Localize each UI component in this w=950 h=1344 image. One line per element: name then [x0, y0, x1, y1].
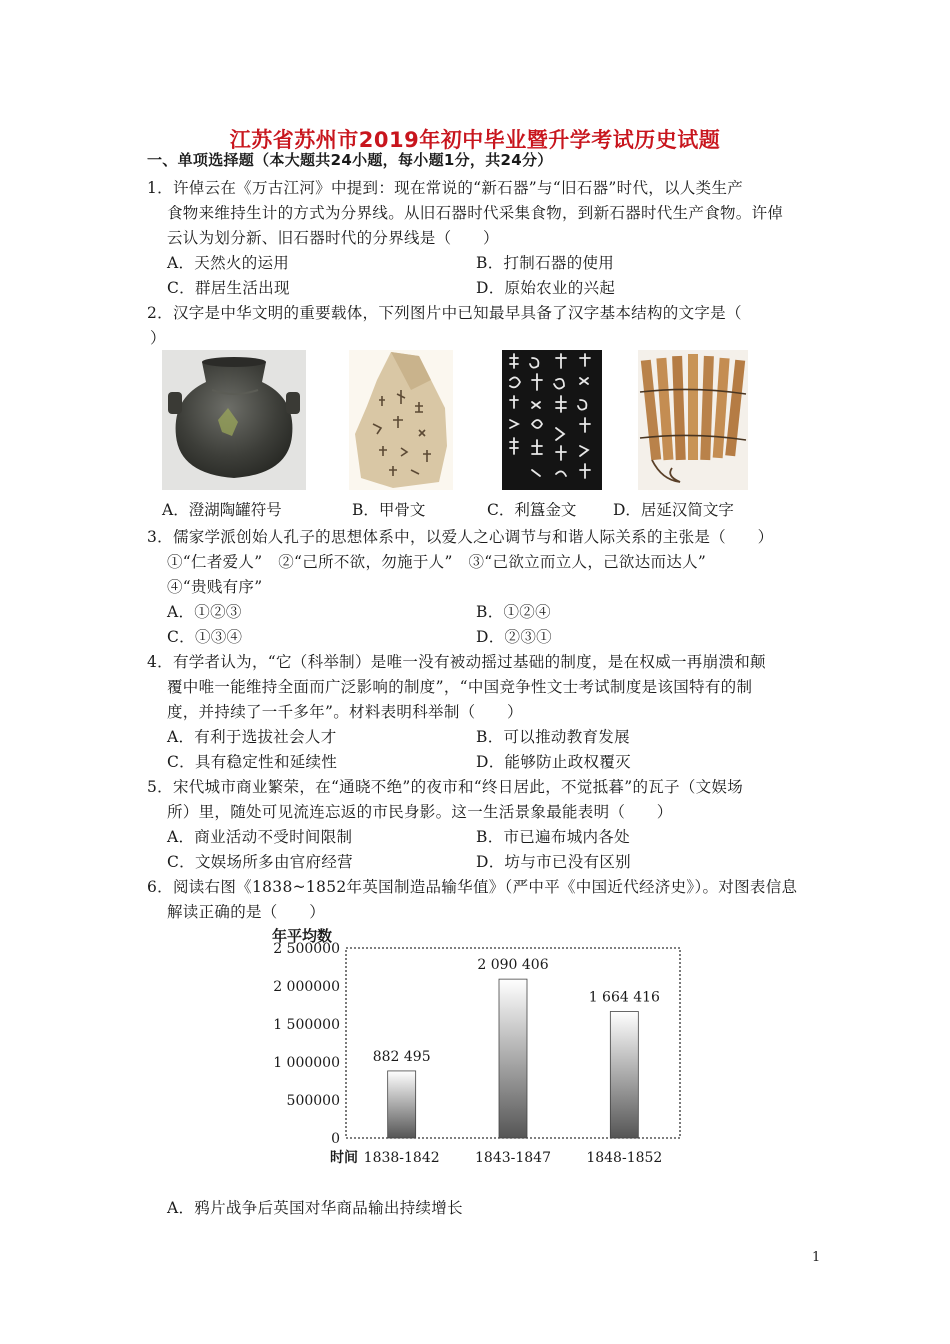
q4-option-d[interactable]: D．能够防止政权覆灭: [476, 753, 631, 771]
q3-option-b[interactable]: B．①②④: [476, 603, 551, 621]
oracle-bone-image: [349, 350, 453, 490]
bar-1843-1847: [499, 979, 527, 1138]
y-tick-label: 2 500000: [273, 941, 340, 957]
y-tick-label: 1 000000: [273, 1055, 340, 1071]
bar-value-label: 882 495: [372, 1048, 431, 1065]
q2-caption-d[interactable]: D．居延汉简文字: [613, 501, 734, 519]
q5-option-c[interactable]: C．文娱场所多由官府经营: [167, 853, 353, 871]
q1-option-c[interactable]: C．群居生活出现: [167, 279, 290, 297]
x-tick-label: 1843-1847: [475, 1150, 551, 1166]
q2-caption-c[interactable]: C．利簋金文: [487, 501, 577, 519]
q5-option-b[interactable]: B．市已遍布城内各处: [476, 828, 630, 846]
exam-title: 江苏省苏州市2019年初中毕业暨升学考试历史试题: [229, 128, 721, 152]
x-tick-label: 1838-1842: [363, 1150, 440, 1166]
q1-stem-line-3: 云认为划分新、旧石器时代的分界线是（ ）: [167, 229, 499, 247]
section-heading: 一、单项选择题（本大题共24小题，每小题1分，共24分）: [147, 151, 553, 169]
x-axis-title: 时间: [330, 1150, 358, 1166]
page-number: 1: [812, 1250, 821, 1265]
y-tick-label: 1 500000: [273, 1017, 340, 1033]
q3-stem-line-2: ①“仁者爱人” ②“己所不欲，勿施于人” ③“己欲立而立人，己欲达而达人”: [167, 553, 707, 571]
q1-option-b[interactable]: B．打制石器的使用: [476, 254, 615, 272]
bar-value-label: 2 090 406: [477, 957, 549, 974]
bar-value-label: 1 664 416: [588, 989, 660, 1006]
q4-option-c[interactable]: C．具有稳定性和延续性: [167, 753, 338, 771]
q1-option-d[interactable]: D．原始农业的兴起: [476, 279, 616, 297]
q3-option-d[interactable]: D．②③①: [476, 628, 552, 646]
bar-1848-1852: [610, 1012, 638, 1138]
q1-stem-line-2: 食物来维持生计的方式为分界线。从旧石器时代采集食物，到新石器时代生产食物。许倬: [167, 204, 784, 222]
q4-option-b[interactable]: B．可以推动教育发展: [476, 728, 630, 746]
y-tick-label: 500000: [286, 1093, 340, 1109]
q1-stem-line-1: 1．许倬云在《万古江河》中提到：现在常说的“新石器”与“旧石器”时代，以人类生产: [147, 179, 744, 197]
q4-stem-line-3: 度，并持续了一千多年”。材料表明科举制（ ）: [167, 703, 523, 721]
q2-caption-a[interactable]: A．澄湖陶罐符号: [162, 501, 282, 519]
bar-1838-1842: [388, 1071, 416, 1138]
q6-stem-line-1: 6．阅读右图《1838~1852年英国制造品输华值》（严中平《中国近代经济史》）。对图表信息: [147, 878, 798, 896]
q6-option-a[interactable]: A．鸦片战争后英国对华商品输出持续增长: [167, 1199, 463, 1217]
q3-option-c[interactable]: C．①③④: [167, 628, 243, 646]
q5-stem-line-1: 5．宋代城市商业繁荣，在“通晓不绝”的夜市和“终日居此，不觉抵暮”的瓦子（文娱场: [147, 778, 744, 796]
pottery-jar-image: [162, 350, 306, 490]
q2-stem-line-2: ）: [150, 329, 166, 347]
export-value-bar-chart: [262, 920, 702, 1180]
q5-stem-line-2: 所）里，随处可见流连忘返的市民身影。这一生活景象最能表明（ ）: [167, 803, 673, 821]
q3-stem-line-1: 3．儒家学派创始人孔子的思想体系中，以爱人之心调节与和谐人际关系的主张是（ ）: [147, 528, 774, 546]
q6-stem-line-2: 解读正确的是（ ）: [167, 903, 326, 921]
bronze-inscription-image: [502, 350, 602, 490]
y-tick-label: 2 000000: [273, 979, 340, 995]
q3-stem-line-3: ④“贵贱有序”: [167, 578, 263, 596]
y-tick-label: 0: [331, 1131, 340, 1147]
x-tick-label: 1848-1852: [586, 1150, 663, 1166]
y-axis-title: 年平均数: [272, 927, 333, 945]
q5-option-a[interactable]: A．商业活动不受时间限制: [167, 828, 353, 846]
q2-stem-line-1: 2．汉字是中华文明的重要载体，下列图片中已知最早具备了汉字基本结构的文字是（: [147, 304, 742, 322]
q4-stem-line-2: 覆中唯一能维持全面而广泛影响的制度”，“中国竞争性文士考试制度是该国特有的制: [167, 678, 753, 696]
q3-option-a[interactable]: A．①②③: [167, 603, 242, 621]
q4-option-a[interactable]: A．有利于选拔社会人才: [167, 728, 337, 746]
q2-caption-b[interactable]: B．甲骨文: [352, 501, 426, 519]
q1-option-a[interactable]: A．天然火的运用: [167, 254, 290, 272]
bamboo-slips-image: [638, 350, 748, 490]
q5-option-d[interactable]: D．坊与市已没有区别: [476, 853, 631, 871]
q4-stem-line-1: 4．有学者认为，“它（科举制）是唯一没有被动摇过基础的制度，是在权威一再崩溃和颠: [147, 653, 766, 671]
